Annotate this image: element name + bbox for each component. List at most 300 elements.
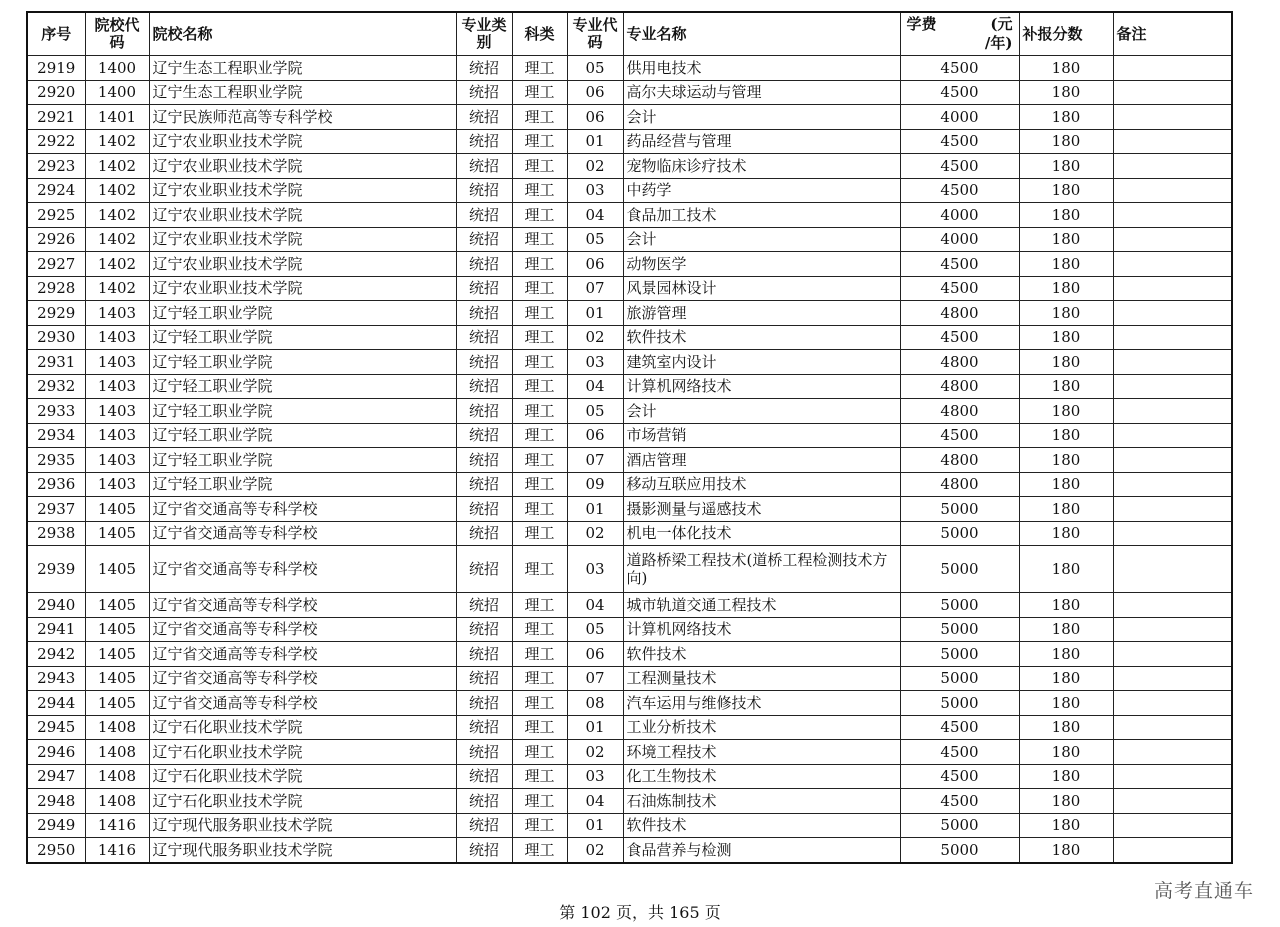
cell-school-code: 1403 <box>85 399 149 424</box>
cell-major-code: 05 <box>567 56 623 81</box>
cell-subject: 理工 <box>512 227 567 252</box>
cell-fee: 4800 <box>900 472 1019 497</box>
cell-major-name: 食品营养与检测 <box>623 838 900 863</box>
cell-seq: 2928 <box>27 276 85 301</box>
cell-school-name: 辽宁省交通高等专科学校 <box>149 642 456 667</box>
cell-note <box>1113 472 1232 497</box>
cell-school-code: 1405 <box>85 691 149 716</box>
cell-major-name: 会计 <box>623 399 900 424</box>
cell-seq: 2938 <box>27 521 85 546</box>
cell-fee: 4500 <box>900 56 1019 81</box>
cell-school-code: 1408 <box>85 764 149 789</box>
page-number: 第 102 页，共 165 页 <box>559 903 721 922</box>
cell-category: 统招 <box>456 593 512 618</box>
cell-note <box>1113 154 1232 179</box>
cell-category: 统招 <box>456 325 512 350</box>
cell-seq: 2948 <box>27 789 85 814</box>
cell-major-name: 高尔夫球运动与管理 <box>623 80 900 105</box>
table-row <box>27 350 1232 375</box>
cell-note <box>1113 838 1232 863</box>
cell-school-name: 辽宁轻工职业学院 <box>149 423 456 448</box>
cell-school-code: 1402 <box>85 203 149 228</box>
cell-school-name: 辽宁省交通高等专科学校 <box>149 521 456 546</box>
cell-major-name: 石油炼制技术 <box>623 789 900 814</box>
cell-school-code: 1405 <box>85 546 149 593</box>
cell-major-name: 软件技术 <box>623 325 900 350</box>
cell-category: 统招 <box>456 374 512 399</box>
cell-subject: 理工 <box>512 105 567 130</box>
table-row <box>27 399 1232 424</box>
cell-seq: 2937 <box>27 497 85 522</box>
cell-category: 统招 <box>456 740 512 765</box>
cell-school-code: 1401 <box>85 105 149 130</box>
cell-note <box>1113 325 1232 350</box>
header-score: 补报分数 <box>1019 12 1113 56</box>
cell-subject: 理工 <box>512 546 567 593</box>
cell-major-name: 宠物临床诊疗技术 <box>623 154 900 179</box>
cell-seq: 2946 <box>27 740 85 765</box>
cell-category: 统招 <box>456 56 512 81</box>
cell-fee: 4800 <box>900 350 1019 375</box>
cell-subject: 理工 <box>512 350 567 375</box>
cell-fee: 5000 <box>900 546 1019 593</box>
cell-school-code: 1408 <box>85 715 149 740</box>
table-row <box>27 813 1232 838</box>
cell-category: 统招 <box>456 154 512 179</box>
cell-major-code: 05 <box>567 399 623 424</box>
cell-subject: 理工 <box>512 325 567 350</box>
cell-major-code: 04 <box>567 203 623 228</box>
cell-score: 180 <box>1019 448 1113 473</box>
table-row <box>27 593 1232 618</box>
cell-category: 统招 <box>456 129 512 154</box>
cell-school-code: 1402 <box>85 129 149 154</box>
cell-score: 180 <box>1019 715 1113 740</box>
cell-fee: 4500 <box>900 178 1019 203</box>
cell-seq: 2926 <box>27 227 85 252</box>
cell-score: 180 <box>1019 350 1113 375</box>
cell-category: 统招 <box>456 399 512 424</box>
cell-category: 统招 <box>456 80 512 105</box>
cell-subject: 理工 <box>512 423 567 448</box>
header-subject: 科类 <box>512 12 567 56</box>
cell-category: 统招 <box>456 691 512 716</box>
cell-seq: 2924 <box>27 178 85 203</box>
cell-major-code: 05 <box>567 227 623 252</box>
cell-school-name: 辽宁轻工职业学院 <box>149 325 456 350</box>
cell-note <box>1113 350 1232 375</box>
cell-score: 180 <box>1019 399 1113 424</box>
cell-fee: 5000 <box>900 642 1019 667</box>
cell-note <box>1113 546 1232 593</box>
cell-school-code: 1416 <box>85 838 149 863</box>
cell-subject: 理工 <box>512 593 567 618</box>
cell-note <box>1113 301 1232 326</box>
header-fee-unit-b: /年) <box>984 34 1013 52</box>
cell-fee: 4500 <box>900 325 1019 350</box>
cell-fee: 4800 <box>900 399 1019 424</box>
table-row <box>27 423 1232 448</box>
header-note: 备注 <box>1113 12 1232 56</box>
cell-note <box>1113 813 1232 838</box>
cell-school-code: 1403 <box>85 472 149 497</box>
cell-score: 180 <box>1019 276 1113 301</box>
cell-seq: 2925 <box>27 203 85 228</box>
cell-category: 统招 <box>456 203 512 228</box>
cell-school-name: 辽宁轻工职业学院 <box>149 301 456 326</box>
cell-note <box>1113 593 1232 618</box>
cell-category: 统招 <box>456 521 512 546</box>
cell-school-name: 辽宁农业职业技术学院 <box>149 203 456 228</box>
cell-score: 180 <box>1019 325 1113 350</box>
cell-seq: 2929 <box>27 301 85 326</box>
cell-score: 180 <box>1019 129 1113 154</box>
cell-fee: 4000 <box>900 203 1019 228</box>
cell-school-name: 辽宁现代服务职业技术学院 <box>149 838 456 863</box>
cell-fee: 4800 <box>900 301 1019 326</box>
cell-fee: 4500 <box>900 715 1019 740</box>
cell-major-code: 03 <box>567 350 623 375</box>
cell-note <box>1113 521 1232 546</box>
table-row <box>27 521 1232 546</box>
cell-major-name: 动物医学 <box>623 252 900 277</box>
cell-major-name: 软件技术 <box>623 813 900 838</box>
cell-school-name: 辽宁农业职业技术学院 <box>149 252 456 277</box>
table-row <box>27 789 1232 814</box>
table-row <box>27 227 1232 252</box>
cell-school-code: 1403 <box>85 350 149 375</box>
cell-major-code: 01 <box>567 301 623 326</box>
table-body <box>27 56 1232 863</box>
cell-major-code: 07 <box>567 276 623 301</box>
cell-school-code: 1403 <box>85 448 149 473</box>
cell-fee: 5000 <box>900 617 1019 642</box>
cell-school-name: 辽宁省交通高等专科学校 <box>149 666 456 691</box>
cell-major-code: 06 <box>567 423 623 448</box>
cell-subject: 理工 <box>512 666 567 691</box>
cell-note <box>1113 497 1232 522</box>
cell-fee: 5000 <box>900 666 1019 691</box>
cell-school-code: 1403 <box>85 374 149 399</box>
cell-school-code: 1405 <box>85 593 149 618</box>
cell-major-code: 06 <box>567 252 623 277</box>
cell-major-code: 07 <box>567 666 623 691</box>
cell-note <box>1113 252 1232 277</box>
cell-major-name: 计算机网络技术 <box>623 617 900 642</box>
cell-score: 180 <box>1019 691 1113 716</box>
cell-note <box>1113 740 1232 765</box>
cell-category: 统招 <box>456 715 512 740</box>
cell-category: 统招 <box>456 276 512 301</box>
cell-fee: 5000 <box>900 497 1019 522</box>
cell-fee: 4500 <box>900 252 1019 277</box>
cell-score: 180 <box>1019 546 1113 593</box>
watermark: 高考直通车 <box>1153 880 1254 902</box>
cell-subject: 理工 <box>512 399 567 424</box>
cell-fee: 4500 <box>900 154 1019 179</box>
cell-score: 180 <box>1019 521 1113 546</box>
cell-major-code: 02 <box>567 740 623 765</box>
cell-seq: 2922 <box>27 129 85 154</box>
cell-major-name: 道路桥梁工程技术(道桥工程检测技术方向) <box>623 546 900 593</box>
cell-score: 180 <box>1019 617 1113 642</box>
cell-school-name: 辽宁石化职业技术学院 <box>149 789 456 814</box>
cell-school-code: 1405 <box>85 666 149 691</box>
cell-note <box>1113 666 1232 691</box>
cell-school-code: 1403 <box>85 325 149 350</box>
cell-seq: 2947 <box>27 764 85 789</box>
table-row <box>27 374 1232 399</box>
cell-seq: 2939 <box>27 546 85 593</box>
table-header-row <box>27 12 1232 56</box>
cell-major-code: 03 <box>567 764 623 789</box>
cell-subject: 理工 <box>512 617 567 642</box>
cell-seq: 2942 <box>27 642 85 667</box>
cell-fee: 4500 <box>900 740 1019 765</box>
cell-seq: 2943 <box>27 666 85 691</box>
table-row <box>27 642 1232 667</box>
table-row <box>27 178 1232 203</box>
cell-subject: 理工 <box>512 764 567 789</box>
cell-category: 统招 <box>456 423 512 448</box>
cell-major-code: 03 <box>567 178 623 203</box>
cell-major-name: 风景园林设计 <box>623 276 900 301</box>
cell-note <box>1113 423 1232 448</box>
header-school-name: 院校名称 <box>149 12 456 56</box>
table-row <box>27 666 1232 691</box>
table-row <box>27 740 1232 765</box>
cell-score: 180 <box>1019 666 1113 691</box>
cell-category: 统招 <box>456 301 512 326</box>
cell-fee: 4500 <box>900 423 1019 448</box>
cell-note <box>1113 105 1232 130</box>
cell-category: 统招 <box>456 546 512 593</box>
table-row <box>27 154 1232 179</box>
cell-major-name: 市场营销 <box>623 423 900 448</box>
cell-fee: 4500 <box>900 764 1019 789</box>
cell-school-name: 辽宁农业职业技术学院 <box>149 129 456 154</box>
cell-major-code: 04 <box>567 789 623 814</box>
cell-score: 180 <box>1019 642 1113 667</box>
cell-seq: 2930 <box>27 325 85 350</box>
cell-fee: 5000 <box>900 521 1019 546</box>
cell-category: 统招 <box>456 617 512 642</box>
header-seq: 序号 <box>27 12 85 56</box>
table-row <box>27 276 1232 301</box>
cell-school-name: 辽宁农业职业技术学院 <box>149 227 456 252</box>
table-row <box>27 546 1232 593</box>
cell-seq: 2927 <box>27 252 85 277</box>
cell-major-code: 06 <box>567 642 623 667</box>
cell-subject: 理工 <box>512 715 567 740</box>
cell-school-code: 1408 <box>85 740 149 765</box>
cell-major-code: 09 <box>567 472 623 497</box>
cell-major-code: 04 <box>567 374 623 399</box>
cell-note <box>1113 56 1232 81</box>
cell-category: 统招 <box>456 178 512 203</box>
cell-category: 统招 <box>456 472 512 497</box>
cell-category: 统招 <box>456 448 512 473</box>
cell-major-name: 环境工程技术 <box>623 740 900 765</box>
cell-major-name: 汽车运用与维修技术 <box>623 691 900 716</box>
cell-subject: 理工 <box>512 80 567 105</box>
cell-major-code: 05 <box>567 617 623 642</box>
cell-fee: 5000 <box>900 691 1019 716</box>
cell-subject: 理工 <box>512 276 567 301</box>
cell-subject: 理工 <box>512 129 567 154</box>
cell-score: 180 <box>1019 764 1113 789</box>
cell-school-code: 1400 <box>85 80 149 105</box>
table-row <box>27 325 1232 350</box>
cell-school-code: 1402 <box>85 178 149 203</box>
cell-seq: 2949 <box>27 813 85 838</box>
table-row <box>27 129 1232 154</box>
cell-score: 180 <box>1019 56 1113 81</box>
cell-seq: 2936 <box>27 472 85 497</box>
cell-school-code: 1408 <box>85 789 149 814</box>
cell-note <box>1113 789 1232 814</box>
cell-score: 180 <box>1019 813 1113 838</box>
cell-subject: 理工 <box>512 154 567 179</box>
cell-school-name: 辽宁现代服务职业技术学院 <box>149 813 456 838</box>
table-row <box>27 80 1232 105</box>
cell-major-name: 机电一体化技术 <box>623 521 900 546</box>
cell-seq: 2920 <box>27 80 85 105</box>
cell-score: 180 <box>1019 423 1113 448</box>
cell-score: 180 <box>1019 154 1113 179</box>
cell-subject: 理工 <box>512 203 567 228</box>
cell-school-code: 1405 <box>85 642 149 667</box>
cell-major-name: 软件技术 <box>623 642 900 667</box>
cell-major-code: 07 <box>567 448 623 473</box>
header-fee-label: 学费 <box>906 15 937 33</box>
cell-major-code: 02 <box>567 838 623 863</box>
cell-subject: 理工 <box>512 813 567 838</box>
cell-school-name: 辽宁轻工职业学院 <box>149 399 456 424</box>
cell-seq: 2944 <box>27 691 85 716</box>
cell-subject: 理工 <box>512 497 567 522</box>
cell-major-code: 02 <box>567 154 623 179</box>
cell-subject: 理工 <box>512 252 567 277</box>
cell-category: 统招 <box>456 497 512 522</box>
cell-major-code: 01 <box>567 497 623 522</box>
cell-major-code: 02 <box>567 521 623 546</box>
cell-major-name: 旅游管理 <box>623 301 900 326</box>
cell-subject: 理工 <box>512 691 567 716</box>
table-row <box>27 691 1232 716</box>
cell-note <box>1113 399 1232 424</box>
cell-score: 180 <box>1019 80 1113 105</box>
cell-category: 统招 <box>456 350 512 375</box>
cell-major-code: 08 <box>567 691 623 716</box>
cell-major-name: 会计 <box>623 227 900 252</box>
cell-major-name: 会计 <box>623 105 900 130</box>
cell-note <box>1113 691 1232 716</box>
cell-school-name: 辽宁石化职业技术学院 <box>149 715 456 740</box>
cell-school-code: 1405 <box>85 617 149 642</box>
table-row <box>27 252 1232 277</box>
cell-major-name: 城市轨道交通工程技术 <box>623 593 900 618</box>
cell-school-name: 辽宁石化职业技术学院 <box>149 764 456 789</box>
cell-score: 180 <box>1019 593 1113 618</box>
cell-subject: 理工 <box>512 838 567 863</box>
cell-score: 180 <box>1019 105 1113 130</box>
header-category: 专业类别 <box>456 12 512 56</box>
cell-seq: 2931 <box>27 350 85 375</box>
cell-school-code: 1403 <box>85 301 149 326</box>
cell-subject: 理工 <box>512 740 567 765</box>
cell-major-name: 药品经营与管理 <box>623 129 900 154</box>
cell-note <box>1113 129 1232 154</box>
header-fee-unit-a: (元 <box>990 15 1013 33</box>
cell-note <box>1113 715 1232 740</box>
cell-score: 180 <box>1019 374 1113 399</box>
cell-major-code: 01 <box>567 715 623 740</box>
table-row <box>27 448 1232 473</box>
cell-subject: 理工 <box>512 178 567 203</box>
cell-school-name: 辽宁轻工职业学院 <box>149 350 456 375</box>
header-major-name: 专业名称 <box>623 12 900 56</box>
cell-major-code: 06 <box>567 80 623 105</box>
cell-subject: 理工 <box>512 56 567 81</box>
cell-fee: 5000 <box>900 593 1019 618</box>
cell-school-code: 1416 <box>85 813 149 838</box>
cell-major-code: 02 <box>567 325 623 350</box>
cell-school-name: 辽宁农业职业技术学院 <box>149 154 456 179</box>
cell-major-name: 移动互联应用技术 <box>623 472 900 497</box>
cell-school-code: 1402 <box>85 276 149 301</box>
cell-score: 180 <box>1019 497 1113 522</box>
header-fee <box>900 12 1019 56</box>
table-row <box>27 301 1232 326</box>
cell-fee: 4000 <box>900 105 1019 130</box>
cell-fee: 5000 <box>900 838 1019 863</box>
cell-note <box>1113 617 1232 642</box>
cell-major-name: 食品加工技术 <box>623 203 900 228</box>
cell-major-name: 酒店管理 <box>623 448 900 473</box>
table-row <box>27 617 1232 642</box>
cell-major-name: 化工生物技术 <box>623 764 900 789</box>
cell-category: 统招 <box>456 838 512 863</box>
table-row <box>27 105 1232 130</box>
cell-school-name: 辽宁轻工职业学院 <box>149 448 456 473</box>
cell-category: 统招 <box>456 789 512 814</box>
cell-note <box>1113 178 1232 203</box>
cell-school-name: 辽宁省交通高等专科学校 <box>149 546 456 593</box>
cell-score: 180 <box>1019 472 1113 497</box>
cell-score: 180 <box>1019 740 1113 765</box>
cell-seq: 2932 <box>27 374 85 399</box>
cell-seq: 2945 <box>27 715 85 740</box>
cell-note <box>1113 80 1232 105</box>
cell-subject: 理工 <box>512 642 567 667</box>
cell-major-name: 工业分析技术 <box>623 715 900 740</box>
cell-subject: 理工 <box>512 374 567 399</box>
cell-category: 统招 <box>456 642 512 667</box>
cell-school-code: 1400 <box>85 56 149 81</box>
cell-major-name: 摄影测量与遥感技术 <box>623 497 900 522</box>
cell-major-code: 01 <box>567 813 623 838</box>
cell-school-code: 1405 <box>85 497 149 522</box>
header-school-code: 院校代码 <box>85 12 149 56</box>
cell-note <box>1113 764 1232 789</box>
cell-note <box>1113 276 1232 301</box>
table-row <box>27 497 1232 522</box>
cell-score: 180 <box>1019 838 1113 863</box>
cell-seq: 2940 <box>27 593 85 618</box>
cell-category: 统招 <box>456 252 512 277</box>
cell-school-name: 辽宁农业职业技术学院 <box>149 276 456 301</box>
